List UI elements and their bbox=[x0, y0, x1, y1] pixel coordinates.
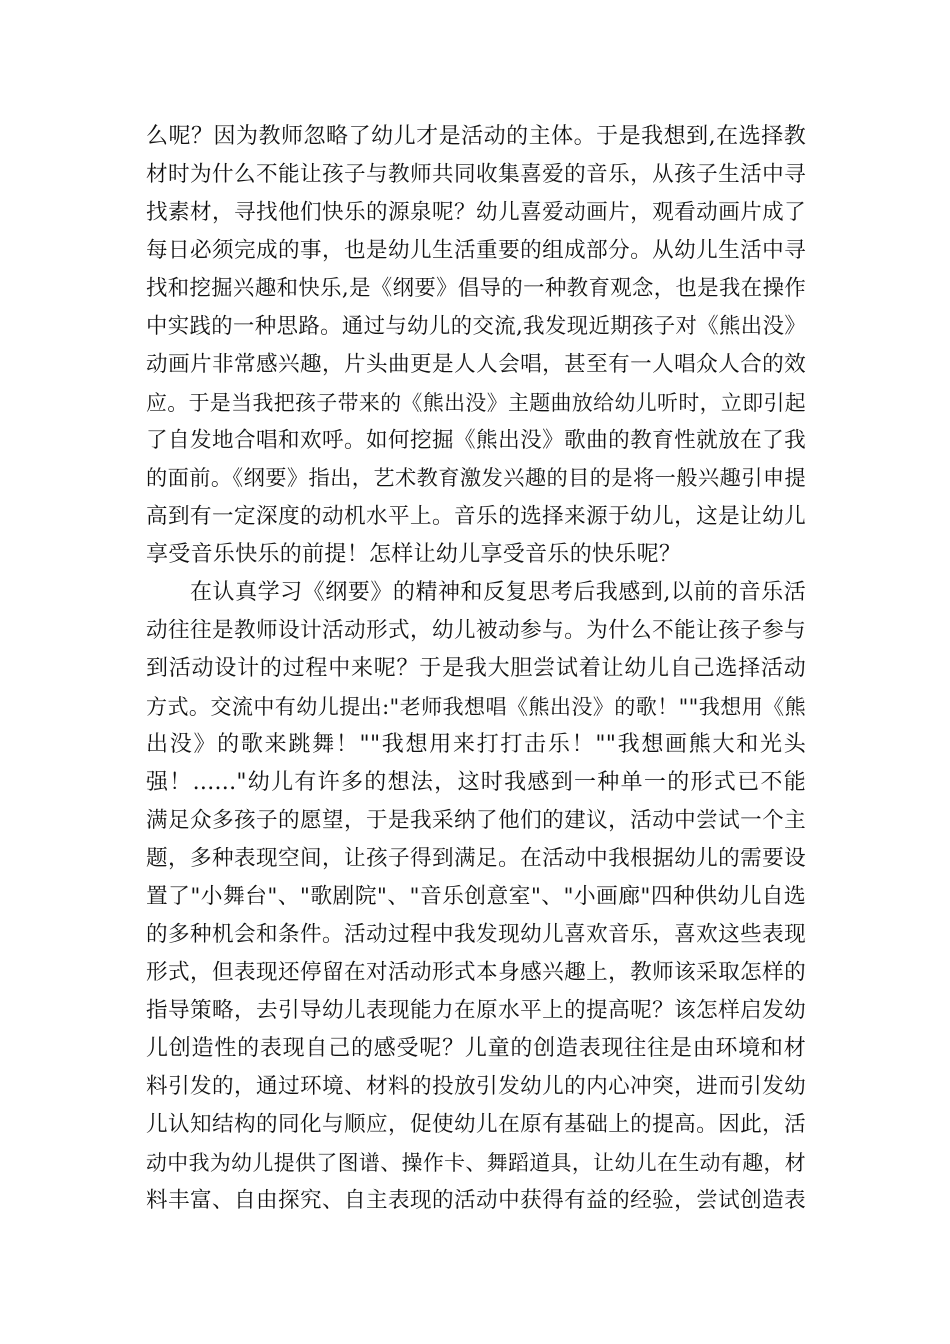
paragraph-2 bbox=[146, 574, 806, 1220]
text-line: 找和挖掘兴趣和快乐,是《纲要》倡导的一种教育观念，也是我在操作 bbox=[146, 276, 806, 301]
text-line: 么呢？因为教师忽略了幼儿才是活动的主体。于是我想到,在选择教 bbox=[146, 124, 806, 149]
text-line: 出没》的歌来跳舞！""我想用来打打击乐！""我想画熊大和光头 bbox=[146, 732, 806, 757]
text-line: 应。于是当我把孩子带来的《熊出没》主题曲放给幼儿听时，立即引起 bbox=[146, 391, 806, 415]
text-line: 高到有一定深度的动机水平上。音乐的选择来源于幼儿，这是让幼儿 bbox=[146, 504, 806, 529]
text-line: 在认真学习《纲要》的精神和反复思考后我感到,以前的音乐活 bbox=[190, 580, 806, 605]
text-line: 中实践的一种思路。通过与幼儿的交流,我发现近期孩子对《熊出没》 bbox=[146, 314, 806, 339]
text-line: 享受音乐快乐的前提！怎样让幼儿享受音乐的快乐呢？ bbox=[146, 542, 682, 567]
text-line: 的面前。《纲要》指出，艺术教育激发兴趣的目的是将一般兴趣引申提 bbox=[146, 466, 806, 491]
text-line: 料丰富、自由探究、自主表现的活动中获得有益的经验，尝试创造表 bbox=[146, 1188, 806, 1213]
text-line: 方式。交流中有幼儿提出:"老师我想唱《熊出没》的歌！""我想用《熊 bbox=[146, 694, 806, 719]
paragraph-1 bbox=[146, 118, 806, 574]
text-line: 强！......"幼儿有许多的想法，这时我感到一种单一的形式已不能 bbox=[146, 770, 806, 795]
text-line: 找素材，寻找他们快乐的源泉呢？幼儿喜爱动画片，观看动画片成了 bbox=[146, 200, 806, 225]
text-line: 题，多种表现空间，让孩子得到满足。在活动中我根据幼儿的需要设 bbox=[146, 846, 806, 871]
text-line: 到活动设计的过程中来呢？于是我大胆尝试着让幼儿自己选择活动 bbox=[146, 656, 806, 681]
text-line: 材时为什么不能让孩子与教师共同收集喜爱的音乐，从孩子生活中寻 bbox=[146, 162, 806, 187]
text-line: 指导策略，去引导幼儿表现能力在原水平上的提高呢？该怎样启发幼 bbox=[146, 998, 806, 1023]
text-line: 每日必须完成的事，也是幼儿生活重要的组成部分。从幼儿生活中寻 bbox=[146, 238, 806, 263]
text-line: 置了"小舞台"、"歌剧院"、"音乐创意室"、"小画廊"四种供幼儿自选 bbox=[146, 884, 806, 909]
text-line: 儿创造性的表现自己的感受呢？儿童的创造表现往往是由环境和材 bbox=[146, 1036, 806, 1061]
text-line: 满足众多孩子的愿望，于是我采纳了他们的建议，活动中尝试一个主 bbox=[146, 808, 806, 833]
text-line: 动往往是教师设计活动形式，幼儿被动参与。为什么不能让孩子参与 bbox=[146, 618, 806, 643]
text-line: 的多种机会和条件。活动过程中我发现幼儿喜欢音乐，喜欢这些表现 bbox=[146, 922, 806, 947]
body-text bbox=[146, 118, 806, 1220]
text-line: 动画片非常感兴趣，片头曲更是人人会唱，甚至有一人唱众人合的效 bbox=[146, 352, 806, 377]
text-line: 形式，但表现还停留在对活动形式本身感兴趣上，教师该采取怎样的 bbox=[146, 960, 806, 985]
text-line: 了自发地合唱和欢呼。如何挖掘《熊出没》歌曲的教育性就放在了我 bbox=[146, 428, 806, 453]
text-line: 动中我为幼儿提供了图谱、操作卡、舞蹈道具，让幼儿在生动有趣，材 bbox=[146, 1151, 806, 1175]
text-line: 儿认知结构的同化与顺应，促使幼儿在原有基础上的提高。因此，活 bbox=[146, 1112, 806, 1137]
text-line: 料引发的，通过环境、材料的投放引发幼儿的内心冲突，进而引发幼 bbox=[146, 1074, 806, 1099]
